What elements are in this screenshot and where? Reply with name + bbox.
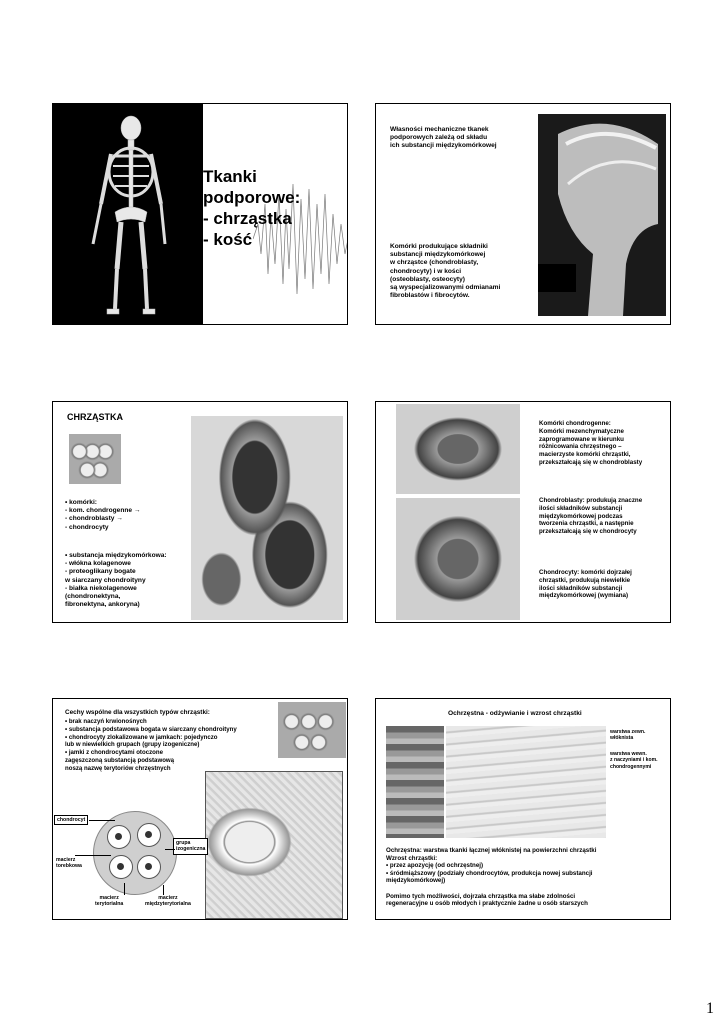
slide-3	[52, 401, 348, 623]
lacuna-3	[109, 855, 133, 879]
label-inner-layer: warstwa wewn. z naczyniami i kom. chondrogennymi	[610, 751, 658, 770]
slide-5-bullets: • brak naczyń krwionośnych • substancja podstawowa bogata w siarczany chondroityny • chondrocyty zlokalizowane w jamkach: pojedynczo lub w niewielkich grupach (grupy izogeniczne) • jamki z chondrocytami otoczone zagęszczoną substancją podstawową noszą nazwę terytoriów chrzęstnych	[65, 718, 237, 772]
slide-5	[52, 698, 348, 920]
territorial-matrix-circle	[93, 811, 177, 895]
lacuna-2	[137, 823, 161, 847]
slide-3-matrix-list: • substancja międzykomórkowa: - włókna kolagenowe - proteoglikany bogate w siarczany chondroityny - białka niekolagenowe (chondronektyna, fibronektyna, ankoryna)	[65, 552, 167, 609]
slide-5-title: Cechy wspólne dla wszystkich typów chrząstki:	[65, 709, 210, 716]
label-macierz-torebkowa: macierz torebkowa	[56, 857, 82, 870]
label-macierz-terytorialna: macierz terytorialna	[95, 895, 124, 908]
lacuna-4	[137, 855, 161, 879]
chondrocyte-micrograph-small	[69, 434, 121, 484]
slide-2	[375, 103, 671, 325]
label-grupa-izogeniczna: grupa izogeniczna	[173, 838, 208, 855]
label-chondrocyt: chondrocyt	[54, 815, 88, 825]
slide-1-title: Tkanki podporowe: - chrząstka - kość	[203, 167, 301, 249]
femur-icon	[538, 114, 666, 316]
femur-photo	[538, 114, 666, 316]
skeleton-icon	[53, 104, 203, 325]
slide-3-title: CHRZĄSTKA	[67, 412, 123, 422]
perichondrium-micrograph-right	[446, 726, 606, 838]
slide-6-title: Ochrzęstna - odżywianie i wzrost chrząstki	[448, 710, 582, 717]
em-micrograph	[191, 416, 343, 620]
label-macierz-miedzyterytorialna: macierz międzyterytorialna	[145, 895, 191, 908]
slide-6-text: Ochrzęstna: warstwa tkanki łącznej włóknistej na powierzchni chrząstki Wzrost chrząstki: • przez apozycję (od ochrzęstnej) • śródmiąższowy (podziały chondrocytów, produkcja nowej substancji międzykomórkowej) Pomimo tych możliwości, dojrzała chrząstka ma słabe zdolności regeneracyjne u osób młodych i praktycznie żadne u osób starszych	[386, 847, 597, 908]
isogenic-group-diagram	[93, 811, 177, 895]
chondroblast-micrograph	[396, 498, 520, 620]
chondrocyte-micrograph	[278, 702, 346, 758]
cartilage-3d-diagram	[205, 771, 343, 919]
slide-2-text-bottom: Komórki produkujące składniki substancji międzykomórkowej w chrząstce (chondroblasty, chondrocyty) i w kości (osteoblasty, osteocyty) są wyspecjalizowanymi odmianami fibroblastów i fibrocytów.	[390, 243, 501, 300]
page-number: 1	[706, 1000, 714, 1017]
label-outer-layer: warstwa zewn. włóknista	[610, 729, 646, 742]
slide-1	[52, 103, 348, 325]
slide-4	[375, 401, 671, 623]
lacuna-1	[107, 825, 131, 849]
slide-2-text-top: Własności mechaniczne tkanek podporowych zależą od składu ich substancji międzykomórkowej	[390, 126, 497, 150]
slide-3-cells-list: • komórki: - kom. chondrogenne → - chondroblasty → - chondrocyty	[65, 499, 141, 531]
skeleton-photo	[53, 104, 203, 325]
perichondrium-micrograph-left	[386, 726, 444, 838]
slide-6	[375, 698, 671, 920]
slide-4-text-3: Chondrocyty: komórki dojrzałej chrząstki, produkują niewielkie ilości składników substancji międzykomórkowej (wymiana)	[539, 569, 632, 600]
chondrogenic-cell-micrograph	[396, 404, 520, 494]
slide-4-text-2: Chondroblasty: produkują znaczne ilości składników substancji międzykomórkowej podczas tworzenia chrząstki, a następnie przekształcają się w chondrocyty	[539, 497, 643, 536]
slide-4-text-1: Komórki chondrogenne: Komórki mezenchymatyczne zaprogramowane w kierunku różnicowania chrzęstnego – macierzyste komórki chrząstki, przekształcają się w chondroblasty	[539, 420, 643, 466]
